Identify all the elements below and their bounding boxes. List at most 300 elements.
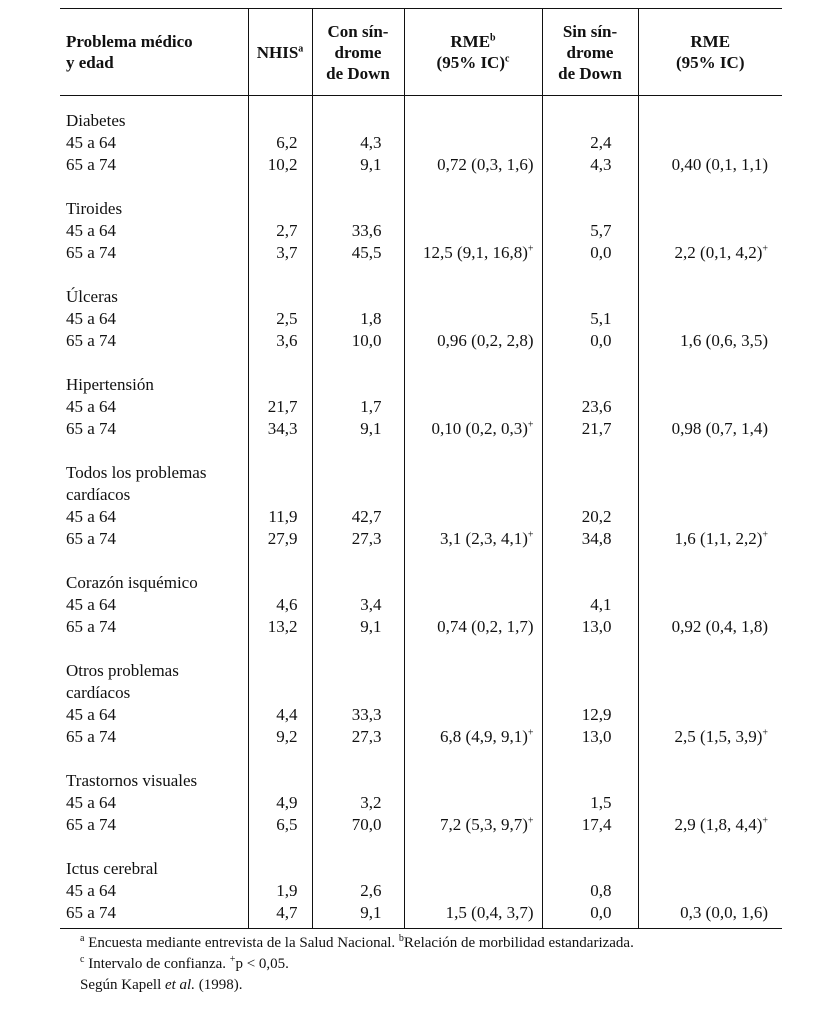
rme1-cell — [404, 330, 542, 352]
sin-down-cell: 5,7 — [542, 220, 638, 242]
empty-cell — [404, 374, 542, 396]
rme2-cell — [638, 528, 782, 550]
sin-down-cell: 17,4 — [542, 814, 638, 836]
footnote-a-text: Encuesta mediante entrevista de la Salud Nacional. — [84, 935, 399, 951]
table-row — [60, 880, 782, 902]
significance-mark: + — [527, 419, 534, 431]
con-down-cell: 27,3 — [312, 528, 404, 550]
age-cell: 65 a 74 — [60, 330, 248, 352]
header-sin-down — [542, 9, 638, 96]
table-row — [60, 396, 782, 418]
sin-down-cell: 34,8 — [542, 528, 638, 550]
group-title-row — [60, 462, 782, 484]
empty-cell — [638, 858, 782, 880]
empty-cell — [404, 198, 542, 220]
table-row — [60, 154, 782, 176]
con-down-cell: 2,6 — [312, 880, 404, 902]
header-rme1-sup-b: b — [490, 32, 496, 44]
header-con-down — [312, 9, 404, 96]
spacer-cell — [542, 638, 638, 660]
rme1-cell — [404, 880, 542, 902]
con-down-cell: 1,7 — [312, 396, 404, 418]
empty-cell — [638, 682, 782, 704]
empty-cell — [404, 660, 542, 682]
rme2-cell — [638, 242, 782, 264]
spacer-cell — [542, 352, 638, 374]
con-down-cell: 10,0 — [312, 330, 404, 352]
spacer-cell — [638, 264, 782, 286]
empty-cell — [638, 484, 782, 506]
footnote-ab — [80, 933, 782, 954]
empty-cell — [638, 374, 782, 396]
rme1-cell — [404, 726, 542, 748]
rme1-value: 12,5 (9,1, 16,8) — [423, 243, 528, 262]
age-cell: 45 a 64 — [60, 792, 248, 814]
table-row — [60, 726, 782, 748]
rme2-cell — [638, 154, 782, 176]
footnote-c-text: Intervalo de confianza. — [84, 956, 230, 972]
sin-down-cell: 4,3 — [542, 154, 638, 176]
group-title: Corazón isquémico — [60, 572, 248, 594]
empty-cell — [404, 858, 542, 880]
con-down-cell: 9,1 — [312, 418, 404, 440]
nhis-cell: 2,5 — [248, 308, 312, 330]
spacer-cell — [542, 748, 638, 770]
spacer-cell — [60, 550, 248, 572]
con-down-cell: 3,2 — [312, 792, 404, 814]
rme2-value: 2,9 (1,8, 4,4) — [674, 815, 763, 834]
spacer-cell — [404, 748, 542, 770]
rme1-cell — [404, 814, 542, 836]
age-cell: 45 a 64 — [60, 704, 248, 726]
source-etal: et al. — [164, 977, 195, 993]
spacer-cell — [248, 264, 312, 286]
empty-cell — [312, 198, 404, 220]
table-notes — [60, 933, 782, 996]
rme1-value: 1,5 (0,4, 3,7) — [445, 903, 534, 922]
sin-down-cell: 1,5 — [542, 792, 638, 814]
table-row — [60, 594, 782, 616]
rme1-value: 0,72 (0,3, 1,6) — [437, 155, 534, 174]
empty-cell — [248, 660, 312, 682]
spacer-cell — [312, 176, 404, 198]
empty-cell — [404, 286, 542, 308]
spacer-cell — [312, 638, 404, 660]
age-cell: 45 a 64 — [60, 308, 248, 330]
rme2-cell — [638, 418, 782, 440]
empty-cell — [312, 572, 404, 594]
table-row — [60, 418, 782, 440]
rme2-value: 0,40 (0,1, 1,1) — [671, 155, 768, 174]
nhis-cell: 3,6 — [248, 330, 312, 352]
con-down-cell: 9,1 — [312, 154, 404, 176]
table-row — [60, 814, 782, 836]
morbidity-table — [60, 8, 782, 929]
header-rme-2 — [638, 9, 782, 96]
group-spacer — [60, 440, 782, 462]
spacer-cell — [404, 440, 542, 462]
empty-cell — [638, 572, 782, 594]
group-spacer — [60, 836, 782, 858]
group-spacer — [60, 550, 782, 572]
rme2-cell — [638, 132, 782, 154]
sin-down-cell: 12,9 — [542, 704, 638, 726]
sin-down-cell: 0,0 — [542, 330, 638, 352]
rme2-cell — [638, 594, 782, 616]
group-title: Todos los problemas — [60, 462, 248, 484]
rme2-cell — [638, 330, 782, 352]
sin-down-cell: 23,6 — [542, 396, 638, 418]
significance-mark: + — [527, 243, 534, 255]
footnote-b-mark: b — [398, 933, 404, 944]
rme1-cell — [404, 418, 542, 440]
header-rme1-sup-c: c — [505, 53, 510, 65]
table-header — [60, 9, 782, 96]
header-rme1-line1: RME — [450, 32, 491, 51]
empty-cell — [542, 286, 638, 308]
sin-down-cell: 2,4 — [542, 132, 638, 154]
significance-mark: + — [762, 529, 768, 541]
sin-down-cell: 0,0 — [542, 902, 638, 929]
nhis-cell: 27,9 — [248, 528, 312, 550]
nhis-cell: 3,7 — [248, 242, 312, 264]
spacer-cell — [312, 264, 404, 286]
group-title-row — [60, 484, 782, 506]
empty-cell — [542, 484, 638, 506]
rme2-cell — [638, 880, 782, 902]
age-cell: 65 a 74 — [60, 814, 248, 836]
empty-cell — [542, 198, 638, 220]
age-cell: 45 a 64 — [60, 132, 248, 154]
rme1-value: 6,8 (4,9, 9,1) — [440, 727, 528, 746]
empty-cell — [404, 462, 542, 484]
empty-cell — [542, 374, 638, 396]
nhis-cell: 34,3 — [248, 418, 312, 440]
significance-mark: + — [762, 243, 768, 255]
rme1-cell — [404, 506, 542, 528]
rme2-cell — [638, 902, 782, 929]
rme1-cell — [404, 616, 542, 638]
sin-down-cell: 0,0 — [542, 242, 638, 264]
spacer-cell — [248, 748, 312, 770]
nhis-cell: 4,9 — [248, 792, 312, 814]
table-row — [60, 792, 782, 814]
rme1-cell — [404, 308, 542, 330]
header-sin-line3: de Down — [558, 63, 622, 83]
empty-cell — [312, 462, 404, 484]
rme2-cell — [638, 704, 782, 726]
header-con-line3: de Down — [326, 63, 390, 83]
header-nhis — [248, 9, 312, 96]
table-body — [60, 96, 782, 929]
spacer-cell — [248, 440, 312, 462]
empty-cell — [248, 770, 312, 792]
group-title-row — [60, 374, 782, 396]
significance-mark: + — [527, 727, 534, 739]
rme2-value: 0,98 (0,7, 1,4) — [671, 419, 768, 438]
age-cell: 65 a 74 — [60, 242, 248, 264]
group-title: Diabetes — [60, 96, 248, 133]
empty-cell — [312, 484, 404, 506]
empty-cell — [248, 374, 312, 396]
nhis-cell: 2,7 — [248, 220, 312, 242]
empty-cell — [312, 770, 404, 792]
con-down-cell: 45,5 — [312, 242, 404, 264]
group-title-row — [60, 572, 782, 594]
nhis-cell: 6,2 — [248, 132, 312, 154]
spacer-cell — [542, 264, 638, 286]
header-sin-line1: Sin sín- — [562, 21, 618, 41]
empty-cell — [638, 96, 782, 133]
rme2-cell — [638, 792, 782, 814]
spacer-cell — [60, 638, 248, 660]
sin-down-cell: 20,2 — [542, 506, 638, 528]
group-title: Hipertensión — [60, 374, 248, 396]
age-cell: 45 a 64 — [60, 594, 248, 616]
nhis-cell: 4,6 — [248, 594, 312, 616]
rme2-cell — [638, 220, 782, 242]
nhis-cell: 1,9 — [248, 880, 312, 902]
header-rme2-line1: RME — [690, 32, 731, 51]
table-row — [60, 902, 782, 929]
spacer-cell — [60, 264, 248, 286]
empty-cell — [638, 660, 782, 682]
significance-mark: + — [762, 815, 768, 827]
age-cell: 45 a 64 — [60, 396, 248, 418]
empty-cell — [542, 660, 638, 682]
spacer-cell — [312, 352, 404, 374]
age-cell: 45 a 64 — [60, 506, 248, 528]
group-title-row — [60, 770, 782, 792]
group-title-row — [60, 96, 782, 133]
header-problema — [60, 9, 248, 96]
rme2-value: 2,5 (1,5, 3,9) — [674, 727, 763, 746]
empty-cell — [248, 462, 312, 484]
empty-cell — [248, 286, 312, 308]
rme1-cell — [404, 220, 542, 242]
age-cell: 45 a 64 — [60, 220, 248, 242]
spacer-cell — [248, 836, 312, 858]
empty-cell — [248, 572, 312, 594]
footnote-b-text: Relación de morbilidad estandarizada. — [403, 935, 634, 951]
spacer-cell — [638, 836, 782, 858]
sin-down-cell: 13,0 — [542, 616, 638, 638]
rme2-value: 2,2 (0,1, 4,2) — [674, 243, 763, 262]
spacer-cell — [638, 748, 782, 770]
empty-cell — [248, 682, 312, 704]
spacer-cell — [542, 836, 638, 858]
age-cell: 65 a 74 — [60, 726, 248, 748]
spacer-cell — [312, 748, 404, 770]
header-problema-line1: Problema médico — [66, 32, 193, 51]
group-title: cardíacos — [60, 682, 248, 704]
empty-cell — [542, 572, 638, 594]
rme2-value: 1,6 (1,1, 2,2) — [674, 529, 763, 548]
spacer-cell — [248, 638, 312, 660]
header-sin-line2: drome — [566, 42, 614, 62]
group-title: Trastornos visuales — [60, 770, 248, 792]
spacer-cell — [312, 440, 404, 462]
group-title-row — [60, 660, 782, 682]
age-cell: 65 a 74 — [60, 418, 248, 440]
rme2-value: 1,6 (0,6, 3,5) — [680, 331, 768, 350]
empty-cell — [312, 682, 404, 704]
footnote-p-mark: + — [229, 954, 236, 965]
rme1-cell — [404, 154, 542, 176]
nhis-cell: 13,2 — [248, 616, 312, 638]
spacer-cell — [638, 352, 782, 374]
header-nhis-sup: a — [298, 42, 304, 54]
empty-cell — [248, 96, 312, 133]
spacer-cell — [60, 176, 248, 198]
con-down-cell: 33,3 — [312, 704, 404, 726]
group-title: Úlceras — [60, 286, 248, 308]
spacer-cell — [60, 748, 248, 770]
footnote-c — [80, 954, 782, 975]
spacer-cell — [60, 352, 248, 374]
rme1-cell — [404, 396, 542, 418]
nhis-cell: 9,2 — [248, 726, 312, 748]
table-row — [60, 616, 782, 638]
con-down-cell: 3,4 — [312, 594, 404, 616]
spacer-cell — [404, 352, 542, 374]
rme1-cell — [404, 704, 542, 726]
empty-cell — [638, 462, 782, 484]
spacer-cell — [404, 836, 542, 858]
significance-mark: + — [762, 727, 768, 739]
table-row — [60, 704, 782, 726]
age-cell: 65 a 74 — [60, 902, 248, 929]
header-problema-line2: y edad — [66, 53, 114, 72]
rme2-cell — [638, 396, 782, 418]
footnote-p-text: p < 0,05. — [235, 956, 289, 972]
con-down-cell: 1,8 — [312, 308, 404, 330]
table-row — [60, 506, 782, 528]
spacer-cell — [542, 176, 638, 198]
con-down-cell: 27,3 — [312, 726, 404, 748]
empty-cell — [312, 374, 404, 396]
spacer-cell — [312, 550, 404, 572]
group-title-row — [60, 858, 782, 880]
empty-cell — [248, 484, 312, 506]
rme2-value: 0,92 (0,4, 1,8) — [671, 617, 768, 636]
nhis-cell: 21,7 — [248, 396, 312, 418]
footnote-c-mark: c — [80, 954, 85, 965]
empty-cell — [312, 660, 404, 682]
header-rme2-line2: (95% IC) — [676, 53, 745, 72]
table-row — [60, 132, 782, 154]
spacer-cell — [542, 550, 638, 572]
empty-cell — [542, 462, 638, 484]
empty-cell — [542, 858, 638, 880]
age-cell: 45 a 64 — [60, 880, 248, 902]
con-down-cell: 70,0 — [312, 814, 404, 836]
header-con-line1: Con sín- — [327, 21, 389, 41]
spacer-cell — [404, 176, 542, 198]
rme1-cell — [404, 902, 542, 929]
group-title-row — [60, 682, 782, 704]
nhis-cell: 10,2 — [248, 154, 312, 176]
con-down-cell: 9,1 — [312, 616, 404, 638]
spacer-cell — [404, 638, 542, 660]
empty-cell — [404, 682, 542, 704]
rme2-value: 0,3 (0,0, 1,6) — [680, 903, 768, 922]
empty-cell — [312, 96, 404, 133]
empty-cell — [312, 858, 404, 880]
age-cell: 65 a 74 — [60, 616, 248, 638]
empty-cell — [638, 198, 782, 220]
rme2-cell — [638, 616, 782, 638]
spacer-cell — [638, 550, 782, 572]
source-note — [80, 975, 782, 996]
rme1-value: 7,2 (5,3, 9,7) — [440, 815, 528, 834]
spacer-cell — [638, 440, 782, 462]
group-title-row — [60, 286, 782, 308]
group-title: Otros problemas — [60, 660, 248, 682]
rme1-cell — [404, 594, 542, 616]
rme1-value: 3,1 (2,3, 4,1) — [440, 529, 528, 548]
spacer-cell — [404, 550, 542, 572]
empty-cell — [248, 198, 312, 220]
spacer-cell — [248, 352, 312, 374]
spacer-cell — [248, 176, 312, 198]
empty-cell — [404, 484, 542, 506]
significance-mark: + — [527, 529, 534, 541]
con-down-cell: 42,7 — [312, 506, 404, 528]
source-pre: Según Kapell — [80, 977, 165, 993]
rme1-value: 0,10 (0,2, 0,3) — [431, 419, 528, 438]
con-down-cell: 4,3 — [312, 132, 404, 154]
group-spacer — [60, 176, 782, 198]
table-row — [60, 242, 782, 264]
spacer-cell — [312, 836, 404, 858]
spacer-cell — [404, 264, 542, 286]
con-down-cell: 33,6 — [312, 220, 404, 242]
nhis-cell: 4,7 — [248, 902, 312, 929]
group-spacer — [60, 264, 782, 286]
sin-down-cell: 4,1 — [542, 594, 638, 616]
header-rme1-line2: (95% IC) — [436, 53, 505, 72]
empty-cell — [638, 770, 782, 792]
group-spacer — [60, 748, 782, 770]
empty-cell — [404, 572, 542, 594]
sin-down-cell: 21,7 — [542, 418, 638, 440]
empty-cell — [248, 858, 312, 880]
nhis-cell: 11,9 — [248, 506, 312, 528]
header-rme-1 — [404, 9, 542, 96]
footnote-a-mark: a — [80, 933, 85, 944]
age-cell: 65 a 74 — [60, 528, 248, 550]
table-row — [60, 528, 782, 550]
con-down-cell: 9,1 — [312, 902, 404, 929]
spacer-cell — [638, 638, 782, 660]
empty-cell — [404, 770, 542, 792]
rme2-cell — [638, 308, 782, 330]
spacer-cell — [638, 176, 782, 198]
rme2-cell — [638, 506, 782, 528]
nhis-cell: 6,5 — [248, 814, 312, 836]
header-nhis-label: NHIS — [256, 42, 299, 62]
empty-cell — [542, 96, 638, 133]
sin-down-cell: 0,8 — [542, 880, 638, 902]
group-title: Ictus cerebral — [60, 858, 248, 880]
header-con-line2: drome — [334, 42, 382, 62]
rme1-value: 0,96 (0,2, 2,8) — [437, 331, 534, 350]
rme1-cell — [404, 132, 542, 154]
rme1-cell — [404, 528, 542, 550]
group-title: cardíacos — [60, 484, 248, 506]
age-cell: 65 a 74 — [60, 154, 248, 176]
